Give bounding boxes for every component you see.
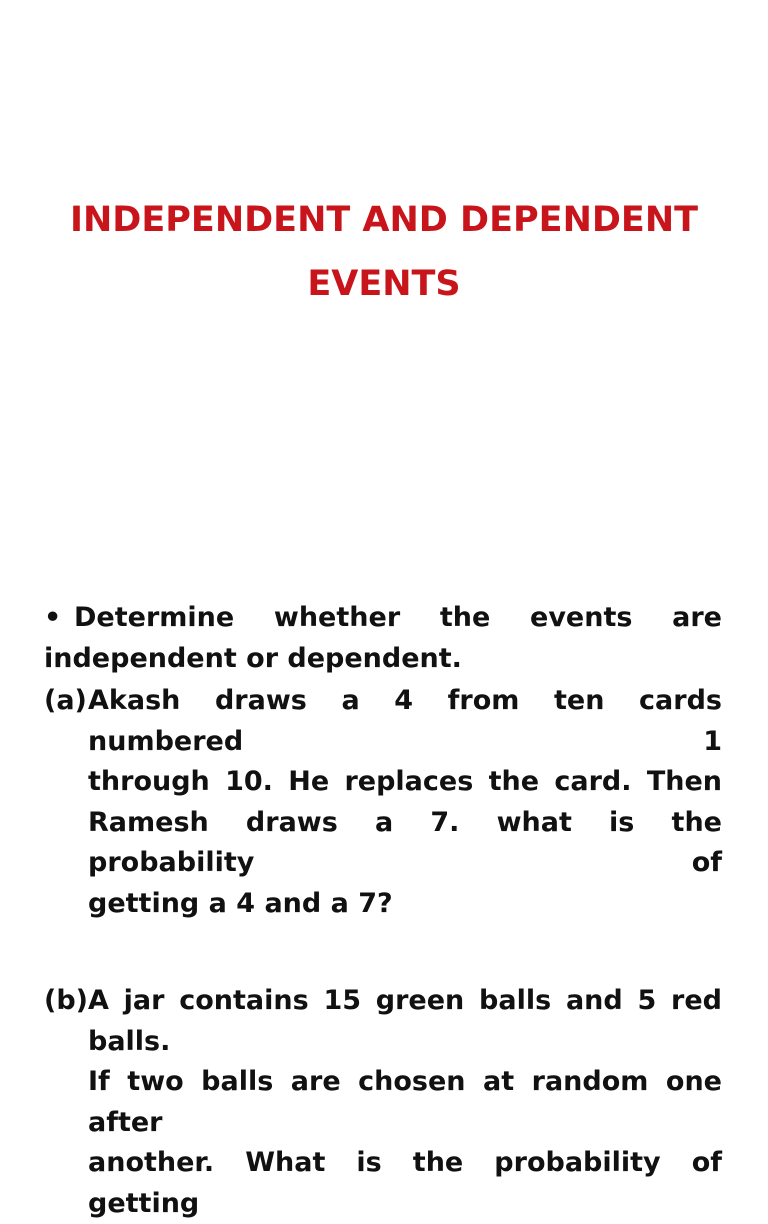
- bullet-icon: •: [44, 602, 62, 633]
- question-b-line-3: another. What is the probability of getting: [88, 1147, 722, 1219]
- question-b-body: [88, 981, 722, 1224]
- instruction-line-2: independent or dependent.: [44, 642, 462, 674]
- question-a-body: [88, 681, 722, 924]
- question-a-label: (a): [44, 685, 87, 716]
- question-a-line-4: getting a 4 and a 7?: [88, 887, 393, 919]
- title-line-1: INDEPENDENT AND DEPENDENT: [69, 200, 698, 240]
- slide-title: [0, 188, 768, 316]
- question-b: [44, 981, 722, 1224]
- question-b-line-2: If two balls are chosen at random one after: [88, 1066, 722, 1138]
- question-b-label: (b): [44, 985, 89, 1016]
- instruction-line-1: Determine whether the events are: [74, 602, 722, 633]
- title-line-2: EVENTS: [307, 264, 461, 304]
- question-a-line-3: Ramesh draws a 7. what is the probability of: [88, 806, 722, 878]
- question-b-line-1: A jar contains 15 green balls and 5 red balls.: [88, 985, 722, 1057]
- question-a-line-1: Akash draws a 4 from ten cards numbered 1: [88, 685, 722, 757]
- question-a-line-2: through 10. He replaces the card. Then: [88, 766, 722, 797]
- question-a: [44, 681, 722, 924]
- bullet-instruction: [44, 598, 722, 639]
- slide-content: [44, 598, 722, 1224]
